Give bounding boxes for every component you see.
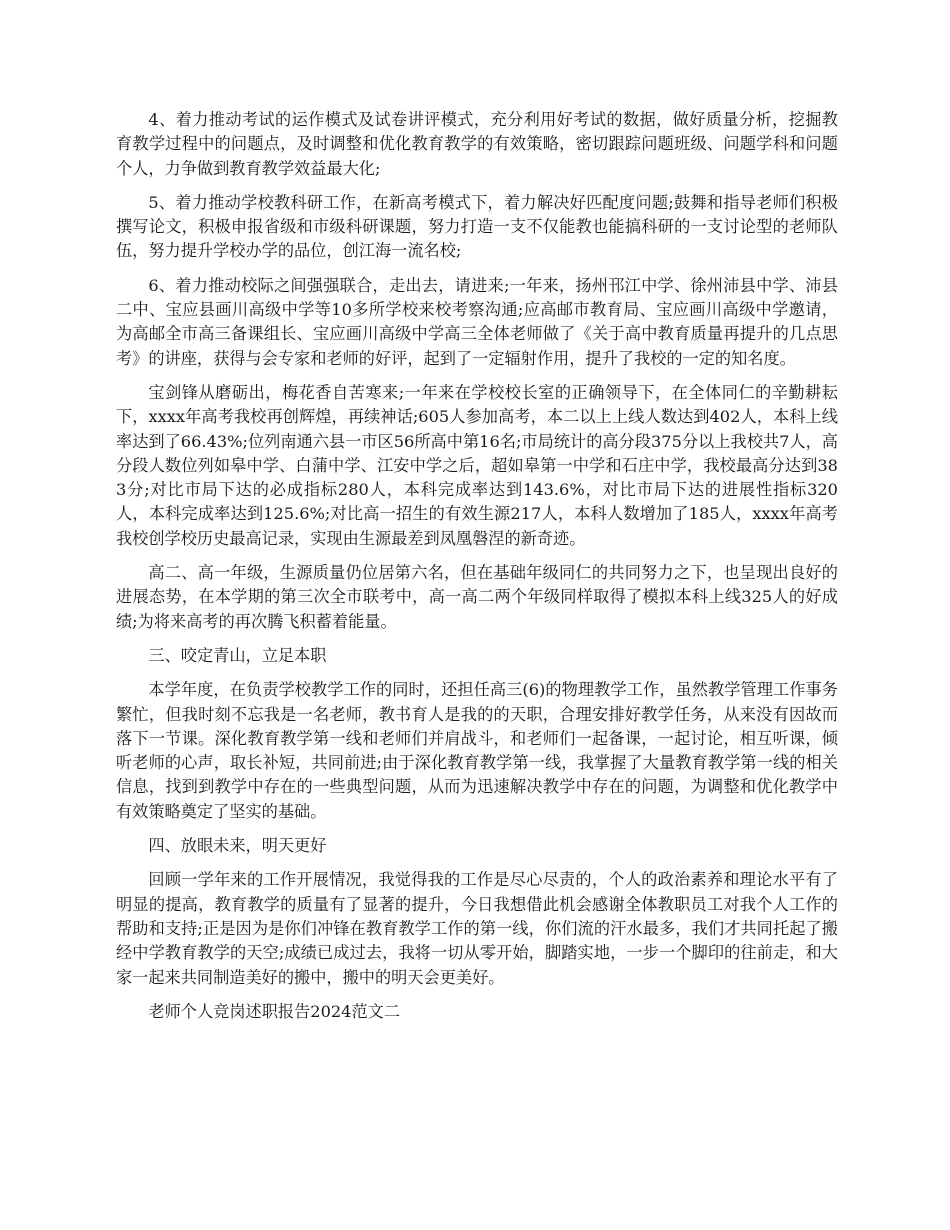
section-heading-3: 三、咬定青山，立足本职 bbox=[148, 645, 327, 665]
paragraph-review: 回顾一学年来的工作开展情况，我觉得我的工作是尽心尽责的，个人的政治素养和理论水平有了明显的提高，教育教学的质量有了显著的提升，今日我想借此机会感谢全体教职员工对我个人工作的帮助和支持;正是因为是你们冲锋在教育教学工作的第一线，你们流的汗水最多，我们才共同托起了搬经中学教育教学的天空;成绩已成过去，我将一切从零开始，脚踏实地，一步一个脚印的往前走，和大家一起来共同制造美好的搬中，搬中的明天会更美好。 bbox=[116, 870, 838, 987]
paragraph-item-5: 5、着力推动学校教科研工作，在新高考模式下，着力解决好匹配度问题;鼓舞和指导老师们积极撰写论文，积极申报省级和市级科研课题，努力打造一支不仅能教也能搞科研的一支讨论型的老师队伍，努力提升学校办学的品位，创江海一流名校; bbox=[116, 192, 838, 261]
section-heading-4: 四、放眼未来，明天更好 bbox=[148, 836, 327, 856]
paragraph-lower-grades: 高二、高一年级，生源质量仍位居第六名，但在基础年级同仁的共同努力之下，也呈现出良好的进展态势，在本学期的第三次全市联考中，高一高二两个年级同样取得了模拟本科上线325人的好成绩;为将来高考的再次腾飞积蓄着能量。 bbox=[116, 563, 838, 631]
document-subtitle: 老师个人竞岗述职报告2024范文二 bbox=[148, 1001, 401, 1021]
paragraph-teaching-duty: 本学年度，在负责学校教学工作的同时，还担任高三(6)的物理教学工作，虽然教学管理工作事务繁忙，但我时刻不忘我是一名老师，教书育人是我的的天职，合理安排好教学任务，从来没有因故而落下一节课。深化教育教学第一线和老师们并肩战斗，和老师们一起备课，一起讨论，相互听课，倾听老师的心声，取长补短，共同前进;由于深化教育教学第一线，我掌握了大量教育教学第一线的相关信息，找到到教学中存在的一些典型问题，从而为迅速解决教学中存在的问题，为调整和优化教学中有效策略奠定了坚实的基础。 bbox=[116, 680, 838, 821]
paragraph-item-4: 4、着力推动考试的运作模式及试卷讲评模式，充分利用好考试的数据，做好质量分析，挖掘教育教学过程中的问题点，及时调整和优化教育教学的有效策略，密切跟踪问题班级、问题学科和问题个人，力争做到教育教学效益最大化; bbox=[116, 110, 838, 178]
document-body bbox=[116, 108, 838, 1034]
paragraph-exam-results: 宝剑锋从磨砺出，梅花香自苦寒来;一年来在学校校长室的正确领导下，在全体同仁的辛勤耕耘下，xxxx年高考我校再创辉煌，再续神话;605人参加高考，本二以上上线人数达到402人，本科上线率达到了66.43%;位列南通六县一市区56所高中第16名;市局统计的高分段375分以上我校共7人，高分段人数位列如皋中学、白蒲中学、江安中学之后，超如皋第一中学和石庄中学，我校最高分达到383分;对比市局下达的必成指标280人，本科完成率达到143.6%，对比市局下达的进展性指标320人，本科完成率达到125.6%;对比高一招生的有效生源217人，本科人数增加了185人，xxxx年高考我校创学校历史最高记录，实现由生源最差到凤凰磐涅的新奇迹。 bbox=[116, 382, 838, 548]
paragraph-item-6: 6、着力推动校际之间强强联合，走出去，请进来;一年来，扬州邗江中学、徐州沛县中学、沛县二中、宝应县画川高级中学等10多所学校来校考察沟通;应高邮市教育局、宝应画川高级中学邀请，为高邮全市高三备课组长、宝应画川高级中学高三全体老师做了《关于高中教育质量再提升的几点思考》的讲座，获得与会专家和老师的好评，起到了一定辐射作用，提升了我校的一定的知名度。 bbox=[116, 275, 838, 368]
